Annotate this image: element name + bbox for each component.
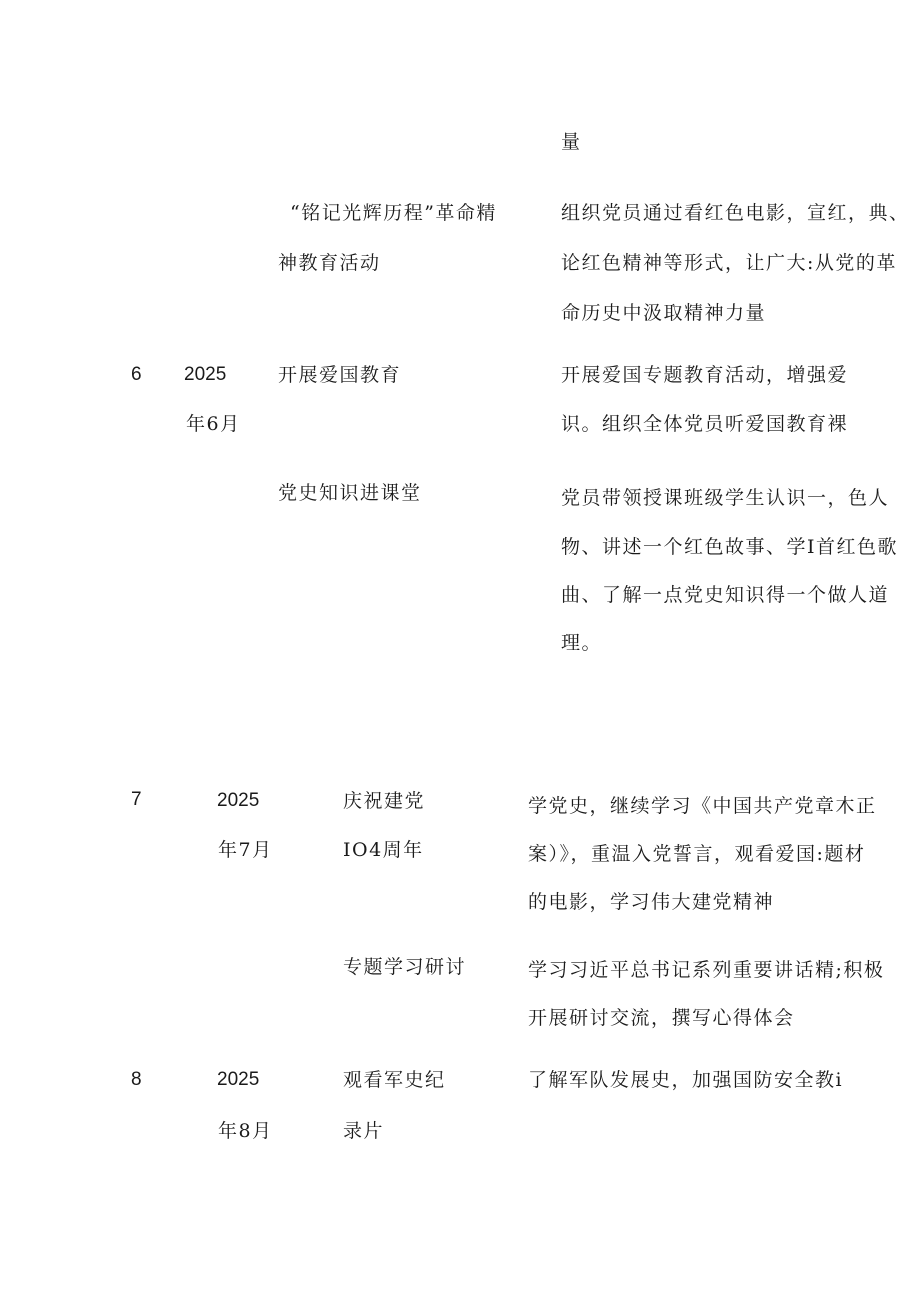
activity-desc-line: 学习习近平总书记系列重要讲话精;积极 [528, 959, 885, 981]
activity-title: 党史知识进课堂 [278, 482, 422, 504]
activity-desc-line: 开展爱国专题教育活动，增强爱 [561, 364, 849, 386]
activity-desc-line: 学党史，继续学习《中国共产党章木正 [528, 795, 877, 817]
desc-fragment: 量 [561, 131, 582, 153]
activity-desc-line: 论红色精神等形式，让广大:从党的革 [561, 252, 897, 274]
activity-desc-line: 理。 [561, 632, 603, 654]
row-date-year: 2025 [217, 1069, 260, 1090]
activity-title-line: 庆祝建党 [343, 790, 426, 812]
activity-desc-line: 的电影，学习伟大建党精神 [528, 891, 775, 913]
row-date-year: 2025 [184, 364, 227, 385]
activity-title-line: 录片 [343, 1120, 385, 1142]
row-date-year: 2025 [217, 790, 260, 811]
activity-title-line: IO4周年 [343, 839, 424, 861]
activity-title: 开展爱国教育 [278, 364, 402, 386]
activity-desc-line: 识。组织全体党员听爱国教育裸 [561, 413, 849, 435]
activity-desc-line: 开展研讨交流，撰写心得体会 [528, 1007, 795, 1029]
activity-desc-line: 案）》，重温入党誓言，观看爱国:题材 [528, 843, 866, 865]
activity-title-line: “铭记光辉历程”革命精 [290, 202, 497, 224]
activity-desc-line: 组织党员通过看红色电影，宣红，典、 [561, 202, 910, 224]
activity-desc-line: 了解军队发展史，加强国防安全教i [528, 1069, 844, 1091]
activity-desc-line: 党员带领授课班级学生认识一，色人 [561, 487, 890, 509]
activity-desc-line: 曲、了解一点党史知识得一个做人道 [561, 584, 890, 606]
activity-title: 专题学习研讨 [343, 956, 467, 978]
row-date-month: 年6月 [186, 413, 241, 435]
activity-title-line: 神教育活动 [278, 252, 381, 274]
row-date-month: 年8月 [218, 1120, 273, 1142]
activity-title-line: 观看军史纪 [343, 1069, 446, 1091]
row-number: 7 [131, 789, 142, 810]
activity-desc-line: 物、讲述一个红色故事、学I首红色歌 [561, 536, 899, 558]
activity-desc-line: 命历史中汲取精神力量 [561, 302, 767, 324]
row-date-month: 年7月 [218, 839, 273, 861]
row-number: 6 [131, 364, 142, 385]
row-number: 8 [131, 1069, 142, 1090]
